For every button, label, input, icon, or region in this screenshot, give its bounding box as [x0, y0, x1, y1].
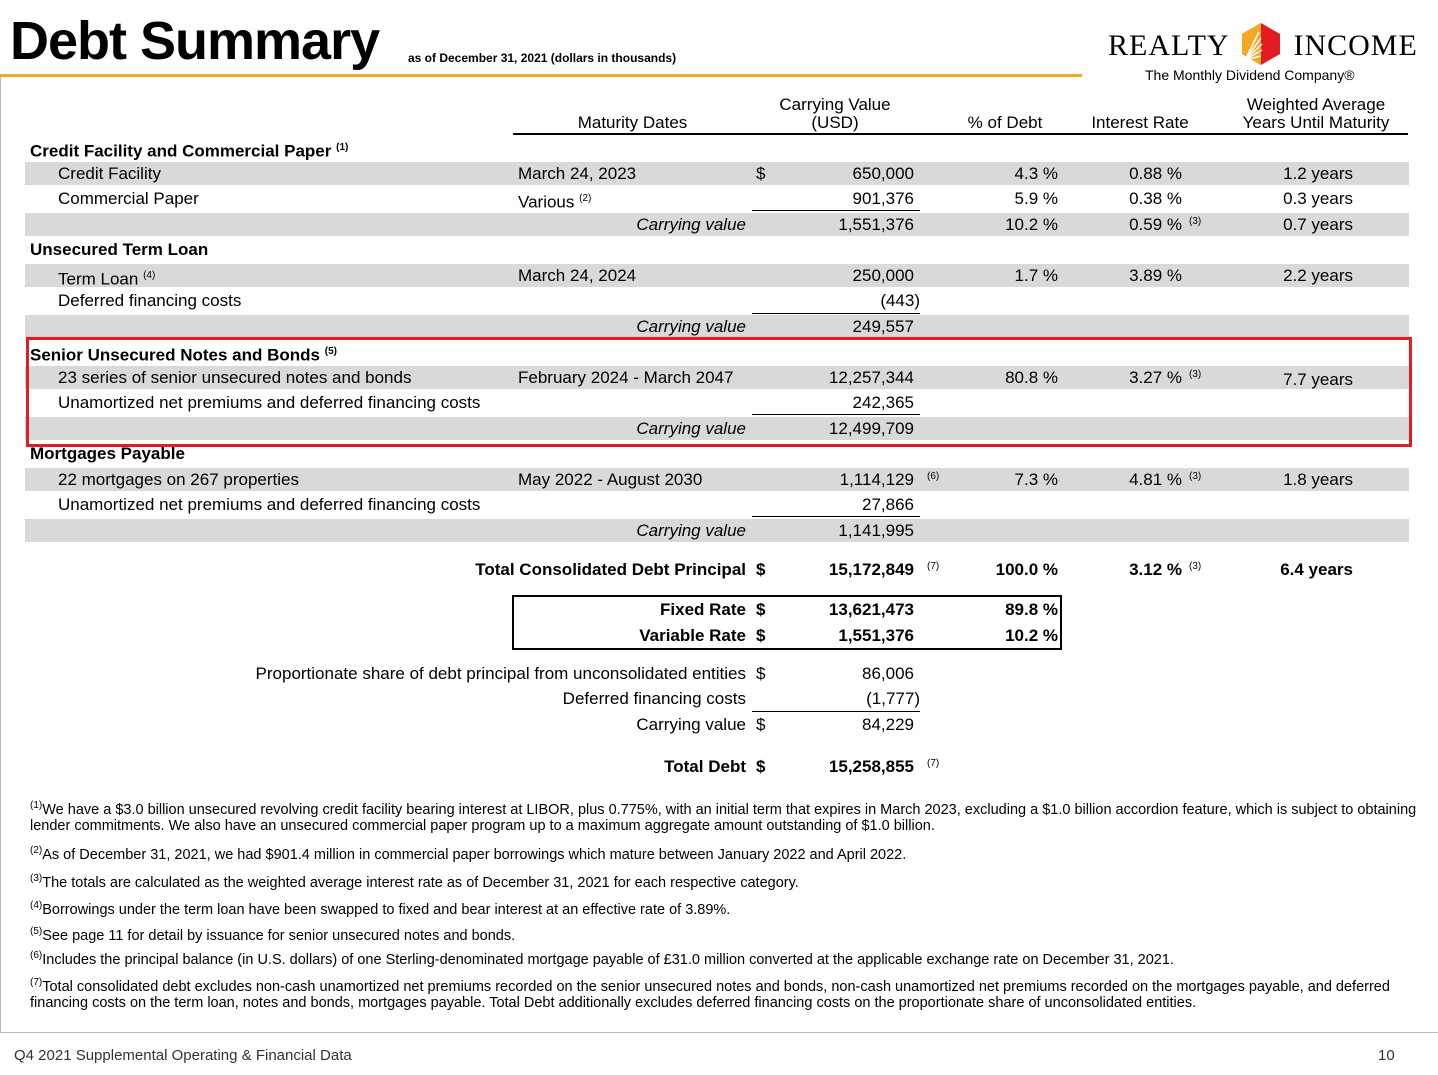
variable-rate-label: Variable Rate: [639, 626, 746, 645]
row-maturity: Various $^{(2)}$: [518, 192, 592, 212]
total-debt-label: Total Debt: [664, 757, 746, 776]
sum-underline: [752, 516, 920, 517]
row-rate: 3.27 %: [1129, 368, 1182, 387]
row-value: 1,551,376: [838, 215, 914, 234]
total-rate: 3.12 %: [1129, 560, 1182, 579]
row-label: Deferred financing costs: [58, 291, 242, 310]
dollar-sign: $: [756, 164, 766, 183]
row-years: 1.2 years: [1283, 164, 1353, 183]
row-pct: 1.7 %: [1014, 266, 1058, 285]
dollar-sign: $: [756, 715, 766, 734]
dollar-sign: $: [756, 757, 766, 776]
logo-text-right: INCOME: [1293, 28, 1418, 62]
row-maturity: February 2024 - March 2047: [518, 368, 734, 387]
dollar-sign: $: [756, 664, 766, 683]
variable-rate-pct: 10.2 %: [1005, 626, 1058, 645]
note-ref: (6): [927, 471, 940, 482]
carrying-label: Carrying value: [636, 715, 746, 734]
row-label: 23 series of senior unsecured notes and bonds: [58, 368, 412, 387]
sum-underline: [752, 313, 920, 314]
note-ref: (3): [1189, 561, 1202, 572]
row-label: Unamortized net premiums and deferred financing costs: [58, 393, 481, 412]
footer-text: Q4 2021 Supplemental Operating & Financial Data: [14, 1047, 352, 1064]
row-value: 250,000: [852, 266, 914, 285]
note-ref: (7): [927, 758, 940, 769]
logo-tagline: The Monthly Dividend Company®: [1145, 67, 1355, 83]
dollar-sign: $: [756, 600, 766, 619]
row-maturity: May 2022 - August 2030: [518, 470, 703, 489]
section-heading-notes: Senior Unsecured Notes and Bonds $^{(5)}$: [30, 345, 337, 365]
row-value: 242,365: [852, 393, 914, 412]
row-label: Term Loan $^{(4)}$: [58, 269, 156, 289]
highlight-box: [26, 337, 1412, 447]
row-years: 0.3 years: [1283, 189, 1353, 208]
col-wa-1: Weighted Average: [1246, 95, 1386, 114]
page-number: 10: [1378, 1047, 1395, 1064]
row-value: 1,114,129: [839, 470, 914, 489]
row-years: 2.2 years: [1283, 266, 1353, 285]
row-rate: 0.88 %: [1129, 164, 1182, 183]
header-underline: [513, 133, 1408, 135]
proportionate-value: 86,006: [862, 664, 914, 683]
row-value: 27,866: [862, 495, 914, 514]
fixed-rate-label: Fixed Rate: [660, 600, 746, 619]
row-pct: 7.3 %: [1014, 470, 1058, 489]
row-rate: 0.38 %: [1129, 189, 1182, 208]
page-subtitle: as of December 31, 2021 (dollars in thousands): [408, 51, 677, 65]
logo-text-left: REALTY: [1108, 28, 1229, 62]
row-label: 22 mortgages on 267 properties: [58, 470, 299, 489]
row-value: 1,141,995: [838, 521, 914, 540]
footnote: $^{(1)}$We have a $3.0 billion unsecured revolving credit facility bearing interest at LIBOR, plus 0.775%, with an initial term that expires in March 2023, excluding a $1.0 billion accordion feature, which is subject to obtaining lender commitments. We also have an unsecured commercial paper program up to a maximum aggregate amount outstanding of $1.0 billion.: [30, 800, 1417, 834]
row-rate: 3.89 %: [1129, 266, 1182, 285]
row-years: 0.7 years: [1283, 215, 1353, 234]
row-value: (443): [880, 291, 920, 310]
row-label: Unamortized net premiums and deferred financing costs: [58, 495, 481, 514]
footnote: $^{(7)}$Total consolidated debt excludes non-cash unamortized net premiums recorded on the senior unsecured notes and bonds, non-cash unamortized net premiums recorded on the mortgages payable, and deferred financing costs on the term loan, notes and bonds, mortgages payable. Total Debt additionally excludes deferred financing costs on the proportionate share of unconsolidated entities.: [30, 977, 1390, 1011]
variable-rate-value: 1,551,376: [838, 626, 914, 645]
row-pct: 4.3 %: [1014, 164, 1058, 183]
proportionate-label: Proportionate share of debt principal from unconsolidated entities: [255, 664, 746, 683]
footnote: $^{(2)}$As of December 31, 2021, we had $901.4 million in commercial paper borrowings which mature between January 2022 and April 2022.: [30, 845, 907, 863]
total-years: 6.4 years: [1280, 560, 1353, 579]
section-heading-term: Unsecured Term Loan: [30, 240, 209, 259]
fixed-rate-value: 13,621,473: [828, 600, 914, 619]
footer-rule: [0, 1032, 1438, 1033]
carrying-label: Carrying value: [636, 419, 746, 438]
sum-underline: [752, 210, 920, 211]
carrying-label: Carrying value: [636, 215, 746, 234]
deferred-label: Deferred financing costs: [562, 689, 746, 708]
total-pct: 100.0 %: [995, 560, 1058, 579]
row-label: Commercial Paper: [58, 189, 199, 208]
dollar-sign: $: [756, 560, 766, 579]
page-title: Debt Summary: [10, 11, 380, 71]
row-maturity: March 24, 2024: [518, 266, 637, 285]
total-debt-value: 15,258,855: [828, 757, 914, 776]
row-maturity: March 24, 2023: [518, 164, 637, 183]
dollar-sign: $: [756, 626, 766, 645]
row-years: 7.7 years: [1283, 370, 1353, 389]
sum-underline: [752, 711, 920, 712]
deferred-value: (1,777): [866, 689, 920, 708]
carrying-label: Carrying value: [636, 317, 746, 336]
col-wa-2: Years Until Maturity: [1242, 113, 1390, 132]
total-consolidated-value: 15,172,849: [828, 560, 914, 579]
carrying-value: 84,229: [862, 715, 914, 734]
left-border: [0, 77, 1, 1032]
footnote: $^{(4)}$Borrowings under the term loan have been swapped to fixed and bear interest at an effective rate of 3.89%.: [30, 900, 731, 918]
col-interest-rate: Interest Rate: [1091, 113, 1189, 132]
total-consolidated-label: Total Consolidated Debt Principal: [475, 560, 746, 579]
row-years: 1.8 years: [1283, 470, 1353, 489]
row-value: 12,257,344: [828, 368, 914, 387]
band: [25, 264, 1409, 287]
header-rule: [0, 74, 1082, 77]
note-ref: (3): [1189, 369, 1202, 380]
note-ref: (3): [1189, 471, 1202, 482]
fixed-rate-pct: 89.8 %: [1005, 600, 1058, 619]
footnote: $^{(3)}$The totals are calculated as the weighted average interest rate as of December 31, 2021 for each respective category.: [30, 873, 799, 891]
row-pct: 10.2 %: [1005, 215, 1058, 234]
col-pct-debt: % of Debt: [967, 113, 1043, 132]
row-value: 12,499,709: [828, 419, 914, 438]
col-maturity: Maturity Dates: [577, 113, 688, 132]
footnote: $^{(6)}$Includes the principal balance (in U.S. dollars) of one Sterling-denominated mortgage payable of £31.0 million converted at the applicable exchange rate on December 31, 2021.: [30, 950, 1174, 968]
section-heading-mortgages: Mortgages Payable: [30, 444, 185, 463]
row-label: Credit Facility: [58, 164, 161, 183]
footnote: $^{(5)}$See page 11 for detail by issuance for senior unsecured notes and bonds.: [30, 926, 516, 944]
row-value: 249,557: [852, 317, 914, 336]
col-carrying-2: (USD): [811, 113, 859, 132]
section-heading-credit: Credit Facility and Commercial Paper $^{(1)}$: [30, 141, 349, 161]
row-value: 650,000: [852, 164, 914, 183]
row-value: 901,376: [852, 189, 914, 208]
row-rate: 0.59 %: [1129, 215, 1182, 234]
note-ref: (7): [927, 561, 940, 572]
col-carrying-1: Carrying Value: [779, 95, 891, 114]
row-rate: 4.81 %: [1129, 470, 1182, 489]
carrying-label: Carrying value: [636, 521, 746, 540]
note-ref: (3): [1189, 216, 1202, 227]
row-pct: 5.9 %: [1014, 189, 1058, 208]
row-pct: 80.8 %: [1005, 368, 1058, 387]
band: [25, 162, 1409, 185]
